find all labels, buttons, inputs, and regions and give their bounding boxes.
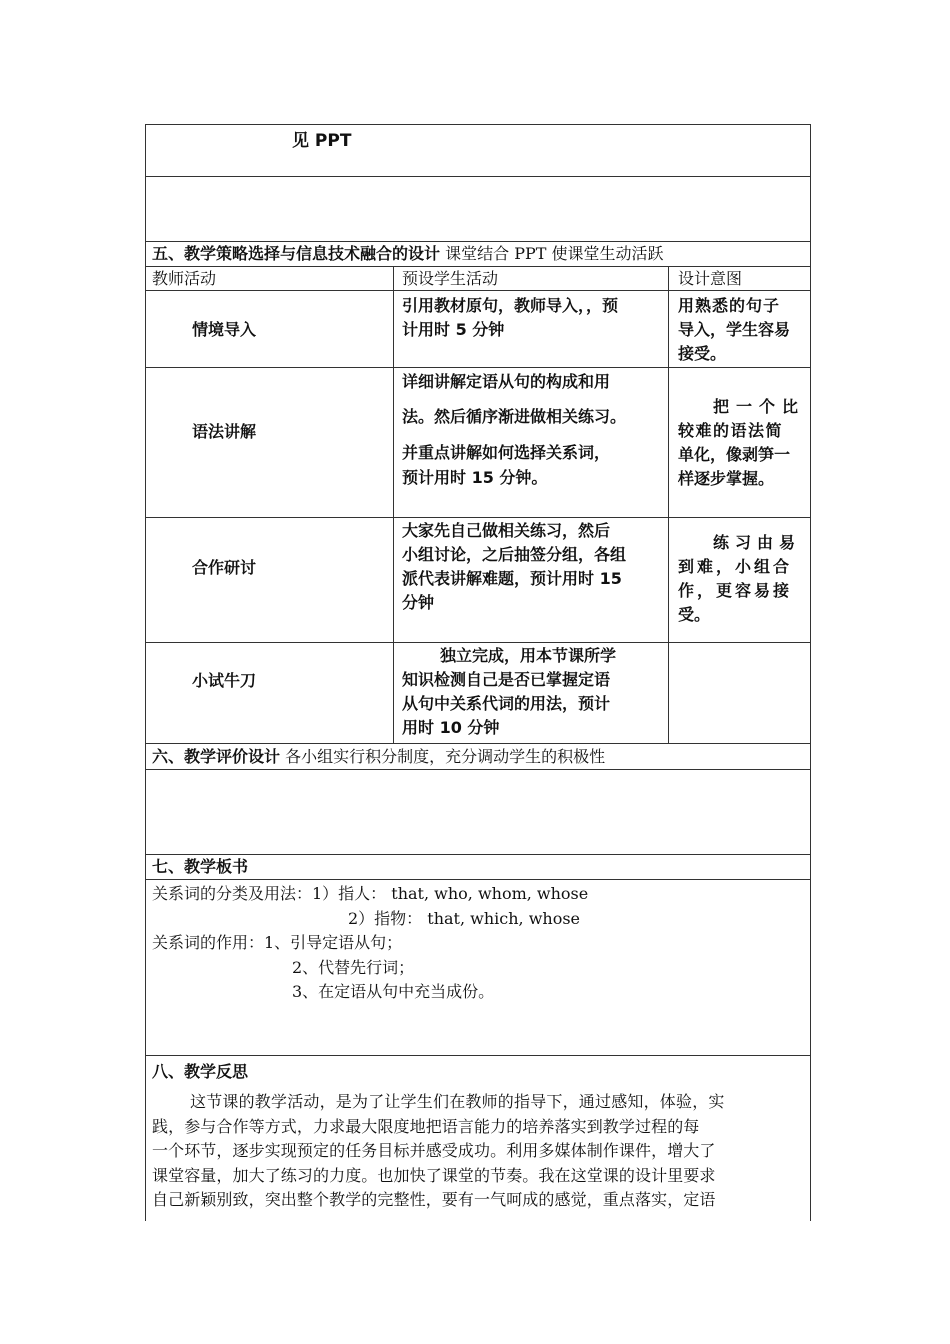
design-intent xyxy=(668,643,812,743)
activity-row xyxy=(146,517,810,642)
reflection-section xyxy=(146,1055,810,1222)
activity-header-row xyxy=(146,266,810,290)
reflection-line: 课堂容量，加大了练习的力度。也加快了课堂的节奏。我在这堂课的设计里要求 xyxy=(152,1165,716,1185)
evaluation-blank-row xyxy=(146,769,810,854)
teacher-activity: 情境导入 xyxy=(192,320,257,339)
section-5-note: 课堂结合 PPT 使课堂生动活跃 xyxy=(445,244,664,263)
section-5-heading-row xyxy=(146,241,810,266)
section-8-heading: 八、教学反思 xyxy=(152,1062,249,1081)
board-line: 关系词的作用：1、引导定语从句； xyxy=(152,933,403,952)
board-line: 关系词的分类及用法：1）指人： that, who, whom, whose xyxy=(152,884,589,903)
reflection-line: 践，参与合作等方式，力求最大限度地把语言能力的培养落实到教学过程的每 xyxy=(152,1116,700,1136)
column-header-student: 预设学生活动 xyxy=(393,267,668,290)
student-activity: 独立完成，用本节课所学 知识检测自己是否已掌握定语 从句中关系代词的用法，预计 用时 10 分钟 xyxy=(393,643,668,743)
activity-row xyxy=(146,367,810,517)
reflection-line: 自己新颖别致，突出整个教学的完整性，要有一气呵成的感觉，重点落实，定语 xyxy=(152,1190,716,1209)
reflection-line: 一个环节，逐步实现预定的任务目标并感受成功。利用多媒体制作课件，增大了 xyxy=(152,1141,716,1160)
student-activity: 大家先自己做相关练习，然后 小组讨论，之后抽签分组，各组 派代表讲解难题，预计用时 15 分钟 xyxy=(393,518,668,642)
section-6-note: 各小组实行积分制度，充分调动学生的积极性 xyxy=(285,747,606,766)
lesson-plan-table xyxy=(145,124,811,1221)
board-line: 2）指物： that, which, whose xyxy=(348,908,581,928)
board-line: 3、在定语从句中充当成份。 xyxy=(292,982,495,1001)
section-5-heading: 五、教学策略选择与信息技术融合的设计 xyxy=(152,244,441,263)
reflection-line: 这节课的教学活动，是为了让学生们在教师的指导下，通过感知，体验，实 xyxy=(190,1092,725,1111)
teacher-activity: 语法讲解 xyxy=(192,422,257,441)
student-activity: 引用教材原句，教师导入，，预 计用时 5 分钟 xyxy=(393,291,668,367)
design-intent: 把一个比 较难的语法简 单化，像剥笋一 样逐步掌握。 xyxy=(668,368,812,517)
design-intent: 练习由易 到难，小组合 作，更容易接 受。 xyxy=(668,518,812,642)
design-intent: 用熟悉的句子 导入，学生容易 接受。 xyxy=(668,291,812,367)
column-header-intent: 设计意图 xyxy=(668,267,812,290)
section-7-heading-row xyxy=(146,854,810,879)
section-6-heading: 六、教学评价设计 xyxy=(152,747,281,766)
student-activity: 详细讲解定语从句的构成和用 法。然后循序渐进做相关练习。 并重点讲解如何选择关系词， 预计用时 15 分钟。 xyxy=(393,368,668,517)
teacher-activity: 合作研讨 xyxy=(192,558,257,577)
ppt-row xyxy=(146,125,810,176)
section-6-heading-row xyxy=(146,743,810,769)
ppt-reference: 见 PPT xyxy=(292,131,352,151)
activity-row xyxy=(146,642,810,743)
teacher-activity: 小试牛刀 xyxy=(192,671,257,690)
section-7-heading: 七、教学板书 xyxy=(152,857,249,876)
board-line: 2、代替先行词； xyxy=(292,957,415,977)
blank-row xyxy=(146,176,810,241)
blackboard-content xyxy=(146,879,810,1055)
column-header-teacher: 教师活动 xyxy=(152,269,217,288)
activity-row xyxy=(146,290,810,367)
